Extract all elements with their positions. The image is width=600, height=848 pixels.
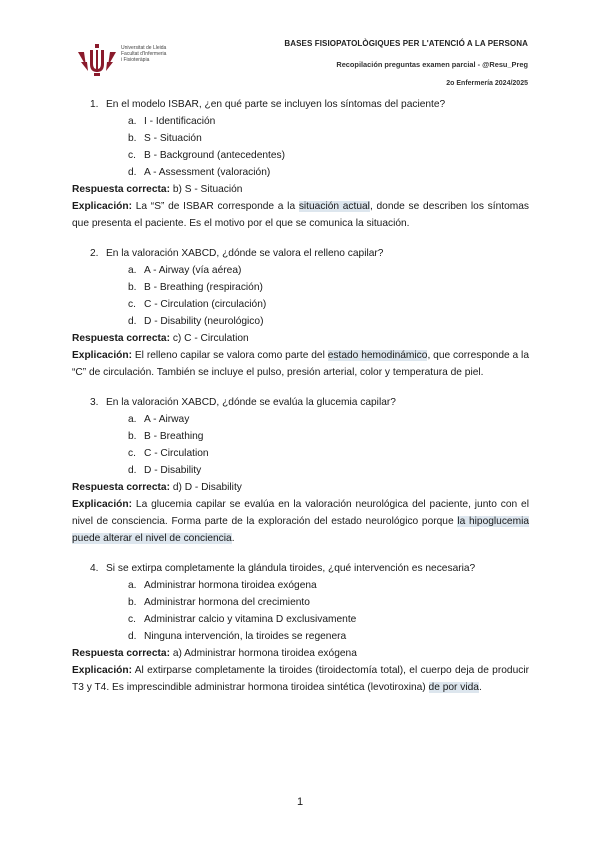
questions-list (72, 97, 529, 696)
options-list (72, 577, 529, 645)
correct-answer: Respuesta correcta: b) S - Situación (72, 184, 243, 195)
question-text: En la valoración XABCD, ¿dónde se valora el relleno capilar? (106, 248, 384, 259)
option: c. B - Background (antecedentes) (128, 150, 286, 161)
logo-text: Universitat de Lleida Facultat d'Infermeria i Fisioteràpia (121, 45, 167, 64)
question-number: 1. (90, 99, 99, 110)
option: a. I - Identificación (128, 116, 216, 127)
correct-answer: Respuesta correcta: c) C - Circulation (72, 333, 249, 344)
page-header (284, 39, 528, 87)
question-number: 3. (90, 397, 99, 408)
correct-answer: Respuesta correcta: a) Administrar hormona tiroidea exógena (72, 648, 357, 659)
question-2 (72, 246, 529, 262)
header-subtitle: Recopilación preguntas examen parcial - @Resu_Preg (336, 60, 528, 69)
header-course: 2o Enfermería 2024/2025 (446, 80, 528, 87)
option: d. Ninguna intervención, la tiroides se regenera (128, 631, 347, 642)
question-text: En la valoración XABCD, ¿dónde se evalúa la glucemia capilar? (106, 397, 396, 408)
header-title: BASES FISIOPATOLÒGIQUES PER L'ATENCIÓ A LA PERSONA (284, 39, 528, 48)
page-number: 1 (296, 796, 304, 808)
option: a. A - Airway (vía aérea) (128, 265, 242, 276)
option: d. A - Assessment (valoración) (128, 167, 271, 178)
question-number: 4. (90, 563, 99, 574)
option: c. Administrar calcio y vitamina D exclusivamente (128, 614, 357, 625)
highlighted-text: situación actual (298, 201, 370, 212)
option: c. C - Circulation (circulación) (128, 299, 267, 310)
option: a. A - Airway (128, 414, 190, 425)
options-list (72, 411, 529, 479)
option: b. Administrar hormona del crecimiento (128, 597, 310, 608)
question-1 (72, 97, 529, 113)
option: b. B - Breathing (128, 431, 204, 442)
highlighted-text: de por vida (428, 682, 479, 693)
highlighted-text: la hipoglucemia puede alterar el nivel de conciencia (72, 516, 530, 544)
options-list (72, 262, 529, 330)
explanation: Explicación: La glucemia capilar se evalúa en la valoración neurológica del paciente, junto con el nivel de consciencia. Forma parte de la exploración del estado neurológico porque la hipoglucemia puede alterar el nivel de conciencia. (72, 499, 530, 544)
option: b. S - Situación (128, 133, 202, 144)
explanation: Explicación: La “S” de ISBAR corresponde a la situación actual, donde se describen los síntomas que presenta el paciente. Es el motivo por el que se comunica la situación. (72, 201, 529, 229)
question-4 (72, 561, 529, 577)
highlighted-text: estado hemodinámico (327, 350, 428, 361)
question-text: En el modelo ISBAR, ¿en qué parte se incluyen los síntomas del paciente? (106, 99, 446, 110)
option: d. D - Disability (128, 465, 202, 476)
explanation: Explicación: El relleno capilar se valora como parte del estado hemodinámico, que corresponde a la “C” de circulación. También se incluye el pulso, presión arterial, color y temperatura de piel. (72, 350, 529, 378)
university-crest-icon (74, 40, 120, 80)
option: c. C - Circulation (128, 448, 209, 459)
university-logo (74, 40, 184, 80)
options-list (72, 113, 529, 181)
explanation: Explicación: Al extirparse completamente la tiroides (tiroidectomía total), el cuerpo deja de producir T3 y T4. Es imprescindible administrar hormona tiroidea sintética (levotiroxina) de por vida. (72, 665, 529, 693)
question-3 (72, 395, 529, 411)
option: a. Administrar hormona tiroidea exógena (128, 580, 317, 591)
question-number: 2. (90, 248, 99, 259)
question-text: Si se extirpa completamente la glándula tiroides, ¿qué intervención es necesaria? (106, 563, 476, 574)
option: b. B - Breathing (respiración) (128, 282, 263, 293)
option: d. D - Disability (neurológico) (128, 316, 264, 327)
correct-answer: Respuesta correcta: d) D - Disability (72, 482, 242, 493)
